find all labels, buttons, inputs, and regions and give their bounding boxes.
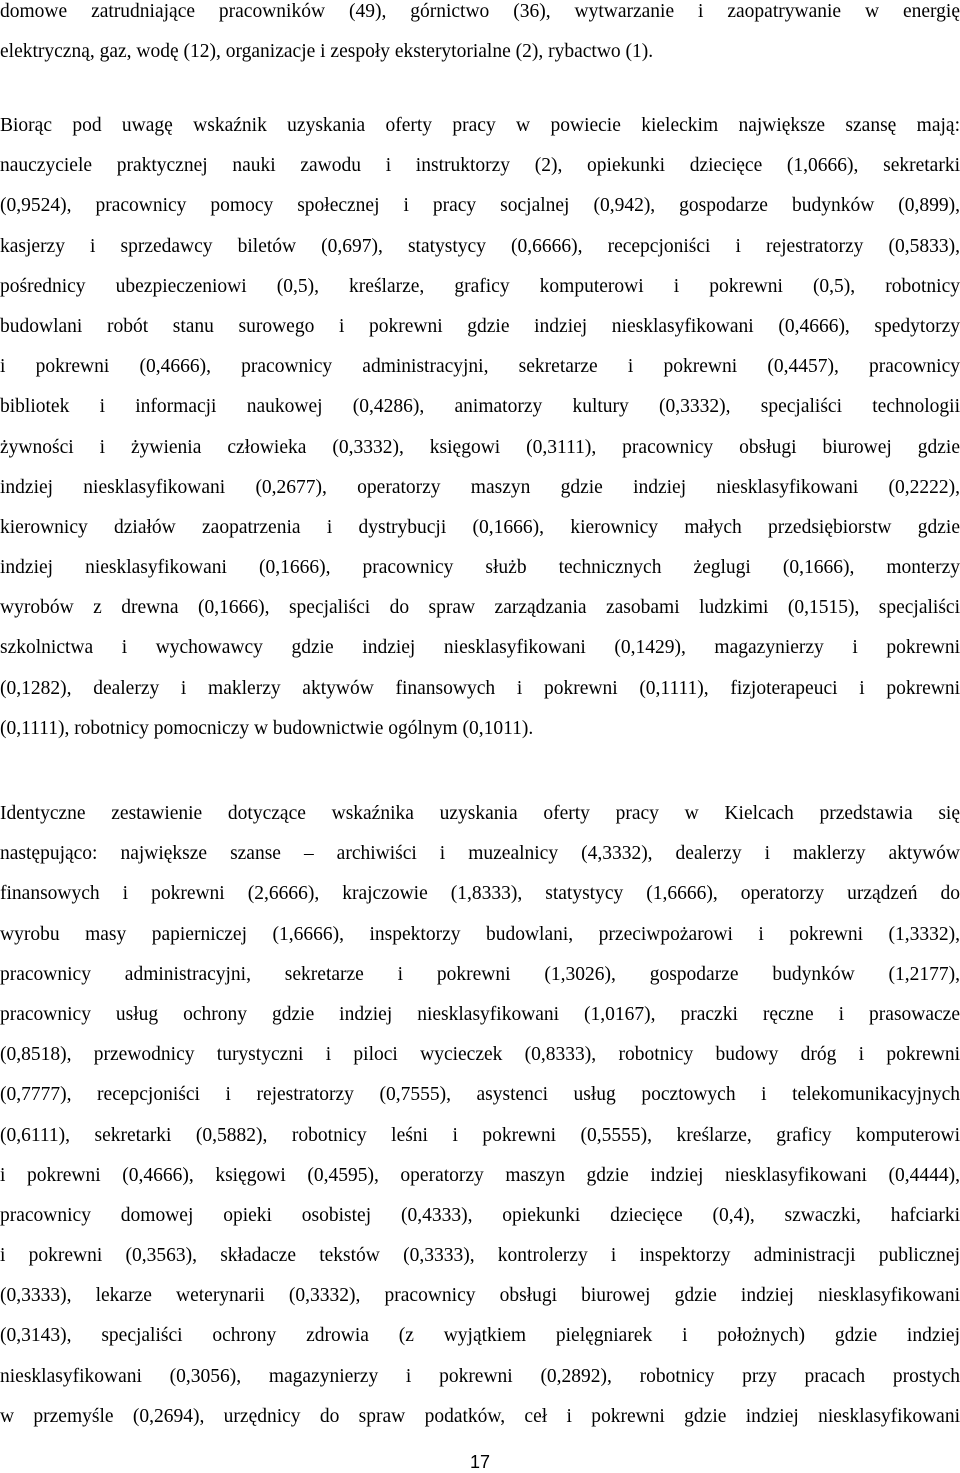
text-line: (0,1111), robotnicy pomocniczy w budownictwie ogólnym (0,1011).	[0, 717, 534, 739]
text-line: kierownicy działów zaopatrzenia i dystrybucji (0,1666), kierownicy małych przedsiębiorstw gdzie	[0, 516, 960, 538]
text-line: domowe zatrudniające pracowników (49), górnictwo (36), wytwarzanie i zaopatrywanie w energię	[0, 1, 960, 22]
text-line: (0,3333), lekarze weterynarii (0,3332), pracownicy obsługi biurowej gdzie indziej niesklasyfikowani	[0, 1285, 960, 1307]
text-line: w przemyśle (0,2694), urzędnicy do spraw podatków, ceł i pokrewni gdzie indziej niesklasyfikowani	[0, 1405, 960, 1427]
text-line: (0,7777), recepcjoniści i rejestratorzy (0,7555), asystenci usług pocztowych i telekomunikacyjnych	[0, 1084, 960, 1106]
text-line: finansowych i pokrewni (2,6666), krajczowie (1,8333), statystycy (1,6666), operatorzy urządzeń do	[0, 883, 960, 905]
text-line: wyrobów z drewna (0,1666), specjaliści do spraw zarządzania zasobami ludzkimi (0,1515), specjaliści	[0, 597, 960, 619]
text-line: elektryczną, gaz, wodę (12), organizacje i zespoły eksterytorialne (2), rybactwo (1).	[0, 41, 654, 63]
text-line: pracownicy usług ochrony gdzie indziej niesklasyfikowani (1,0167), praczki ręczne i prasowacze	[0, 1003, 960, 1025]
text-line: pracownicy domowej opieki osobistej (0,4333), opiekunki dziecięce (0,4), szwaczki, hafciarki	[0, 1204, 960, 1226]
text-line: szkolnictwa i wychowawcy gdzie indziej niesklasyfikowani (0,1429), magazynierzy i pokrewni	[0, 637, 960, 659]
text-line: pośrednicy ubezpieczeniowi (0,5), kreślarze, graficy komputerowi i pokrewni (0,5), robotnicy	[0, 275, 960, 297]
text-line: niesklasyfikowani (0,3056), magazynierzy i pokrewni (0,2892), robotnicy przy pracach prostych	[0, 1365, 960, 1387]
text-line: (0,6111), sekretarki (0,5882), robotnicy leśni i pokrewni (0,5555), kreślarze, graficy komputerowi	[0, 1124, 960, 1146]
text-line: (0,3143), specjaliści ochrony zdrowia (z wyjątkiem pielęgniarek i położnych) gdzie indziej	[0, 1325, 960, 1347]
text-line: Biorąc pod uwagę wskaźnik uzyskania oferty pracy w powiecie kieleckim największe szansę mają:	[0, 115, 960, 136]
text-line: nauczyciele praktycznej nauki zawodu i instruktorzy (2), opiekunki dziecięce (1,0666), sekretarki	[0, 155, 960, 177]
text-line: wyrobu masy papierniczej (1,6666), inspektorzy budowlani, przeciwpożarowi i pokrewni (1,3332),	[0, 923, 960, 945]
paragraph-kielce-county	[0, 106, 960, 749]
text-line: indziej niesklasyfikowani (0,2677), operatorzy maszyn gdzie indziej niesklasyfikowani (0,2222),	[0, 476, 960, 498]
paragraph-kielce-city	[0, 794, 960, 1437]
text-line: Identyczne zestawienie dotyczące wskaźnika uzyskania oferty pracy w Kielcach przedstawia się	[0, 803, 960, 824]
text-line: (0,8518), przewodnicy turystyczni i piloci wycieczek (0,8333), robotnicy budowy dróg i pokrewni	[0, 1044, 960, 1066]
paragraph-intro	[0, 0, 960, 72]
text-line: indziej niesklasyfikowani (0,1666), pracownicy służb technicznych żeglugi (0,1666), monterzy	[0, 557, 960, 579]
text-line: i pokrewni (0,3563), składacze tekstów (0,3333), kontrolerzy i inspektorzy administracji publicznej	[0, 1245, 960, 1267]
text-line: następująco: największe szanse – archiwiści i muzealnicy (4,3332), dealerzy i maklerzy aktywów	[0, 843, 960, 865]
text-line: kasjerzy i sprzedawcy biletów (0,697), statystycy (0,6666), recepcjoniści i rejestratorzy (0,5833),	[0, 235, 960, 257]
text-line: budowlani robót stanu surowego i pokrewni gdzie indziej niesklasyfikowani (0,4666), spedytorzy	[0, 315, 960, 337]
text-line: (0,1282), dealerzy i maklerzy aktywów finansowych i pokrewni (0,1111), fizjoterapeuci i pokrewni	[0, 677, 960, 699]
text-line: pracownicy administracyjni, sekretarze i pokrewni (1,3026), gospodarze budynków (1,2177),	[0, 963, 960, 985]
page-number: 17	[469, 1452, 491, 1472]
text-line: bibliotek i informacji naukowej (0,4286), animatorzy kultury (0,3332), specjaliści technologii	[0, 396, 960, 418]
text-line: (0,9524), pracownicy pomocy społecznej i pracy socjalnej (0,942), gospodarze budynków (0,899),	[0, 195, 960, 217]
text-line: i pokrewni (0,4666), księgowi (0,4595), operatorzy maszyn gdzie indziej niesklasyfikowani (0,4444),	[0, 1164, 960, 1186]
text-line: żywności i żywienia człowieka (0,3332), księgowi (0,3111), pracownicy obsługi biurowej gdzie	[0, 436, 960, 458]
text-line: i pokrewni (0,4666), pracownicy administracyjni, sekretarze i pokrewni (0,4457), pracownicy	[0, 356, 960, 378]
